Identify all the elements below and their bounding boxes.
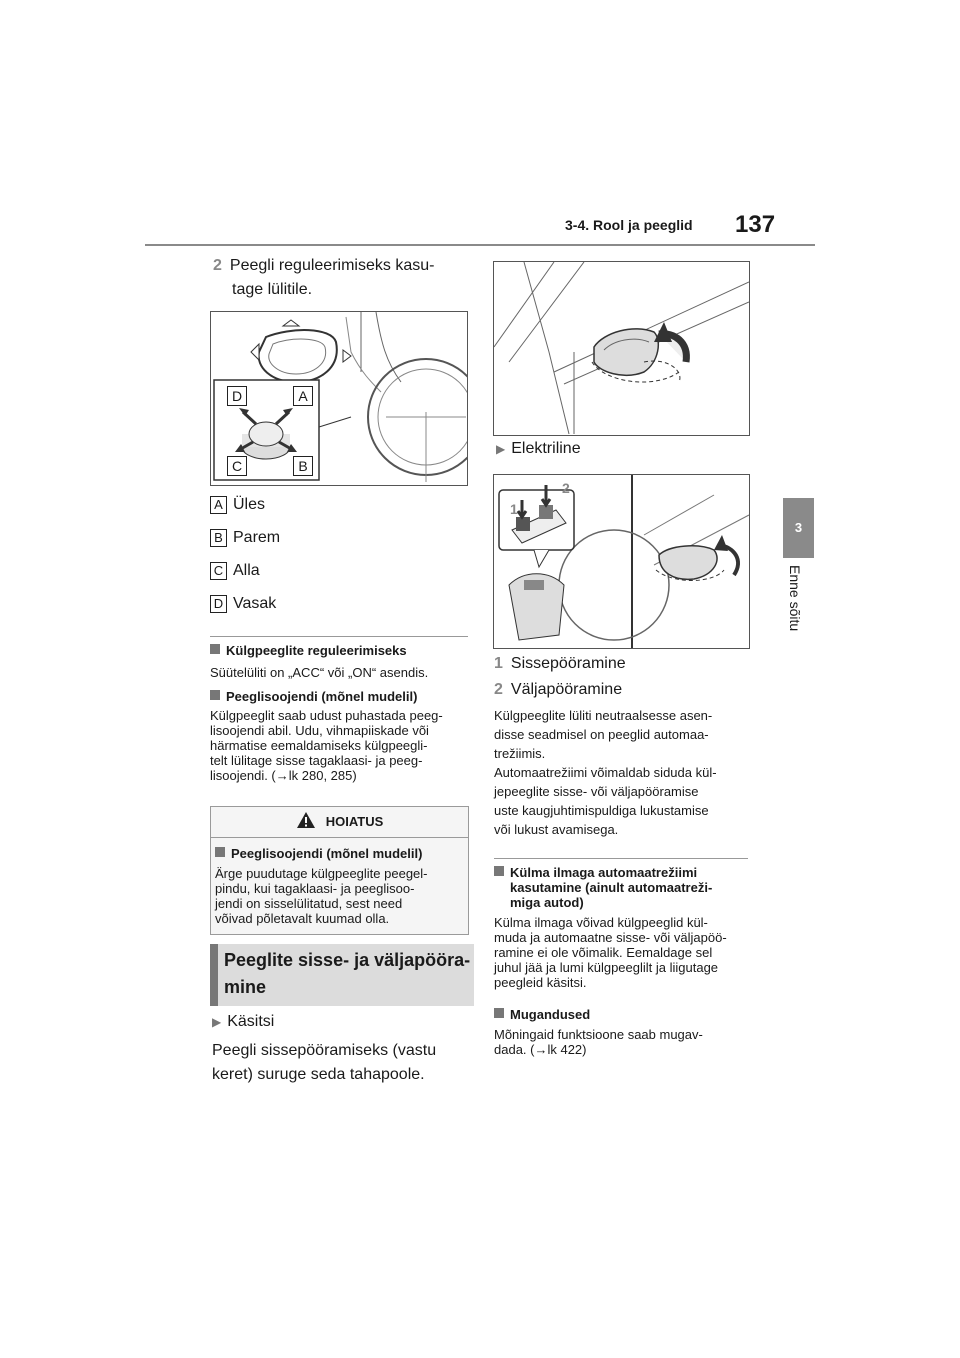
manual-fold-figure	[493, 261, 750, 436]
step-item: 2 Väljapööramine	[494, 681, 623, 698]
square-bullet-icon	[210, 690, 220, 700]
mirror-switch-illustration	[211, 312, 467, 485]
section-title: 3-4. Rool ja peeglid	[565, 217, 693, 233]
square-bullet-icon	[210, 644, 220, 654]
square-bullet-icon	[494, 1008, 504, 1018]
mirror-switch-figure	[210, 311, 468, 486]
electric-fold-figure	[493, 474, 750, 649]
subsection-title: Peeglisoojendi (mõnel mudelil)	[226, 689, 418, 704]
warning-header	[211, 807, 468, 838]
electric-label: Elektriline	[511, 440, 581, 457]
legend-item: B Parem	[210, 528, 280, 548]
subsection-mirror-heater	[210, 689, 472, 783]
header-divider	[145, 244, 815, 246]
subsection-title: Mugandused	[510, 1007, 591, 1022]
subsection-body: Süütelüliti on „ACC“ või „ON“ asendis.	[210, 665, 429, 680]
step-text-line1: Peegli reguleerimiseks kasu-	[229, 257, 435, 274]
square-bullet-icon	[215, 847, 225, 857]
electric-steps	[494, 652, 626, 702]
legend-item: A Üles	[210, 495, 280, 515]
label-2: 2	[562, 480, 570, 496]
direction-legend	[210, 495, 280, 614]
section-divider	[210, 636, 468, 637]
step-item: 1 Sissepööramine	[494, 655, 626, 672]
step-2	[213, 254, 473, 302]
triangle-bullet-icon: ▶	[496, 442, 506, 456]
electric-bullet	[496, 438, 581, 460]
electric-fold-illustration	[494, 475, 749, 648]
label-c: C	[227, 456, 247, 476]
manual-text-line1: Peegli sissepööramiseks (vastu	[212, 1042, 437, 1059]
section-divider	[494, 858, 748, 859]
step-number: 2	[213, 257, 222, 274]
manual-text-line2: keret) suruge seda tahapoole.	[212, 1066, 425, 1083]
manual-label: Käsitsi	[227, 1013, 275, 1030]
manual-section	[212, 1011, 474, 1087]
warning-box	[210, 806, 469, 935]
subsection-body: Mõningaid funktsioone saab mugav- dada. (→lk 422)	[494, 1027, 703, 1057]
legend-item: D Vasak	[210, 594, 280, 614]
section-heading: Peeglite sisse- ja väljapööra- mine	[210, 944, 474, 1006]
label-1: 1	[510, 501, 518, 517]
manual-fold-illustration	[494, 262, 749, 435]
warning-body: Ärge puudutage külgpeeglite peegel- pindu, kui tagaklaasi- ja peeglisoo- jendi on sisselülitatud, sest need võivad põletavalt kuumad olla.	[215, 866, 428, 926]
warning-triangle-icon	[296, 811, 316, 829]
chapter-label: Enne sõitu	[787, 565, 803, 632]
legend-item: C Alla	[210, 561, 280, 581]
chapter-tab: 3	[783, 498, 814, 558]
subsection-body: Külgpeeglit saab udust puhastada peeg- lisoojendi abil. Udu, vihmapiiskade või härmatise eemaldamiseks külgpeegli- telt lülitage sisse tagaklaasi- ja peeg- lisoojendi. (→lk 280, 285)	[210, 708, 443, 783]
label-b: B	[293, 456, 313, 476]
subsection-mirror-adjust	[210, 643, 472, 680]
subsection-cold-weather	[494, 865, 756, 990]
step-text-line2: tage lülitile.	[232, 281, 313, 298]
page-number: 137	[735, 211, 776, 238]
square-bullet-icon	[494, 866, 504, 876]
label-a: A	[293, 386, 313, 406]
subsection-title: Külma ilmaga automaatrežiimi kasutamine (ainult automaatreži- miga autod)	[494, 865, 756, 910]
warning-title: HOIATUS	[325, 814, 384, 829]
subsection-body: Külma ilmaga võivad külgpeeglid kül- muda ja automaatne sisse- või väljapöö- ramine ei ole võimalik. Eemaldage sel juhul jää ja lumi külgpeeglilt ja liigutage peegleid käsitsi.	[494, 915, 727, 990]
triangle-bullet-icon: ▶	[212, 1015, 222, 1029]
subsection-title: Külgpeeglite reguleerimiseks	[226, 643, 407, 658]
label-d: D	[227, 386, 247, 406]
warning-subtitle: Peeglisoojendi (mõnel mudelil)	[231, 846, 423, 861]
auto-mode-paragraph: Külgpeeglite lüliti neutraalsesse asen- disse seadmisel on peeglid automaa- trežiimis. Automaatrežiimi võimaldab siduda kül- jepeeglite sisse- või väljapööramise uste kaugjuhtimispuldiga lukustamise või lukust avamisega.	[494, 708, 717, 837]
subsection-customization	[494, 1007, 756, 1057]
